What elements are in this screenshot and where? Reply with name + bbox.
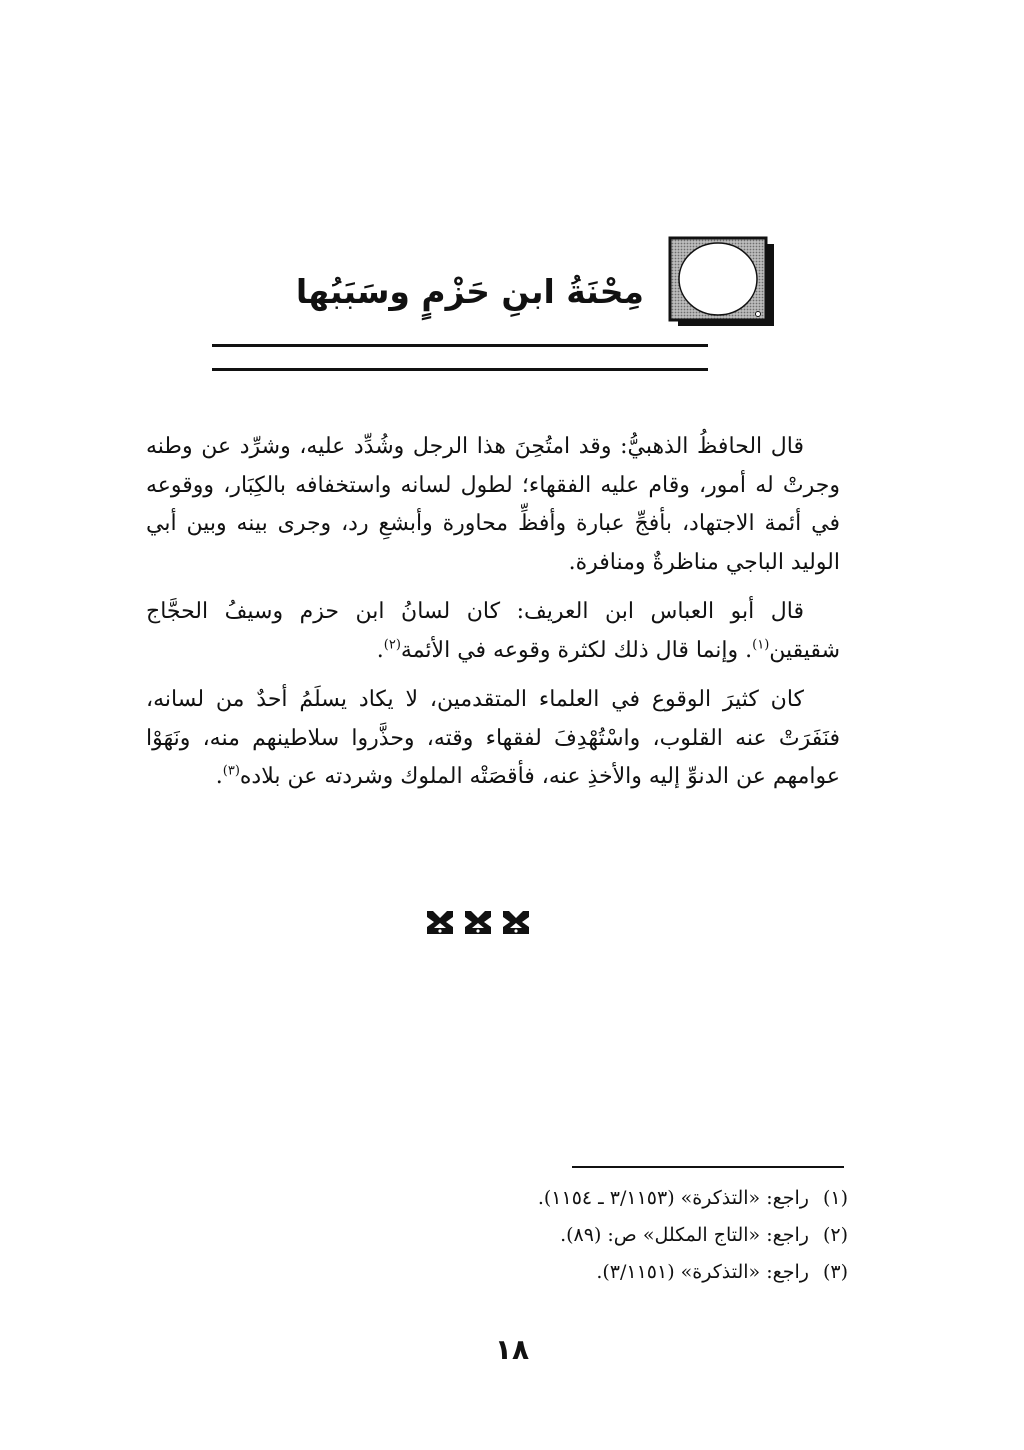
footnote-text: راجع: «التاج المكلل» ص: (٨٩). bbox=[560, 1224, 809, 1246]
paragraph-3 bbox=[146, 681, 840, 797]
paragraph-3-end: . bbox=[215, 764, 223, 789]
chapter-title: مِحْنَةُ ابنِ حَزْمٍ وسَبَبُها bbox=[295, 272, 644, 311]
paragraph-2-text-a: قال أبو العباس ابن العريف: كان لسانُ ابن حزم وسيفُ الحجَّاج شقيقين bbox=[146, 599, 840, 663]
square-circle-frame-icon bbox=[668, 236, 776, 328]
title-underline-top bbox=[212, 344, 708, 347]
section-separator bbox=[425, 907, 535, 939]
title-underline-bottom bbox=[212, 368, 708, 371]
footnote-ref-2: (٢) bbox=[383, 637, 401, 653]
ornament-icon bbox=[501, 907, 531, 937]
ornament-icon bbox=[463, 907, 493, 937]
footnote-divider bbox=[572, 1166, 844, 1168]
footnote-number: (١) bbox=[822, 1187, 848, 1209]
ornament-icon bbox=[425, 907, 455, 937]
footnote-number: (٢) bbox=[822, 1224, 848, 1246]
page-number: ١٨ bbox=[494, 1333, 530, 1366]
footnote-text: راجع: «التذكرة» (٣/١١٥١). bbox=[596, 1261, 809, 1283]
paragraph-1-text: قال الحافظُ الذهبيُّ: وقد امتُحِنَ هذا الرجل وشُدِّد عليه، وشرِّد عن وطنه وجرتْ له أمور، وقام عليه الفقهاء؛ لطول لسانه واستخفافه بالكِبَار، ووقوعه في أئمة الاجتهاد، بأفجِّ عبارة وأفظِّ محاورة وأبشعِ رد، وجرى بينه وبين أبي الوليد الباجي مناظرةٌ ومنافرة. bbox=[146, 434, 840, 575]
footnote-number: (٣) bbox=[822, 1261, 848, 1283]
paragraph-1 bbox=[146, 428, 840, 582]
paragraph-2-text-b: . وإنما قال ذلك لكثرة وقوعه في الأئمة bbox=[400, 637, 753, 663]
footnote-text: راجع: «التذكرة» (٣/١١٥٣ ـ ١١٥٤). bbox=[537, 1187, 809, 1209]
footnote-3 bbox=[300, 1254, 848, 1291]
footnote-1 bbox=[300, 1180, 848, 1217]
paragraph-2 bbox=[146, 593, 840, 670]
paragraph-3-text: كان كثيرَ الوقوع في العلماء المتقدمين، لا يكاد يسلَمُ أحدٌ من لسانه، فنَفَرَتْ عنه القلوب، واسْتُهْدِفَ لفقهاء وقته، وحذَّروا سلاطينهم منه، ونَهَوْا عوامهم عن الدنوِّ إليه والأخذِ عنه، فأقصَتْه الملوك وشردته عن بلاده bbox=[146, 687, 841, 789]
paragraph-2-text-c: . bbox=[376, 637, 384, 663]
body-text bbox=[146, 428, 840, 808]
footnote-ref-3: (٣) bbox=[222, 763, 240, 779]
footnote-2 bbox=[300, 1217, 848, 1254]
footnote-ref-1: (١) bbox=[752, 637, 770, 653]
footnotes bbox=[300, 1180, 848, 1291]
